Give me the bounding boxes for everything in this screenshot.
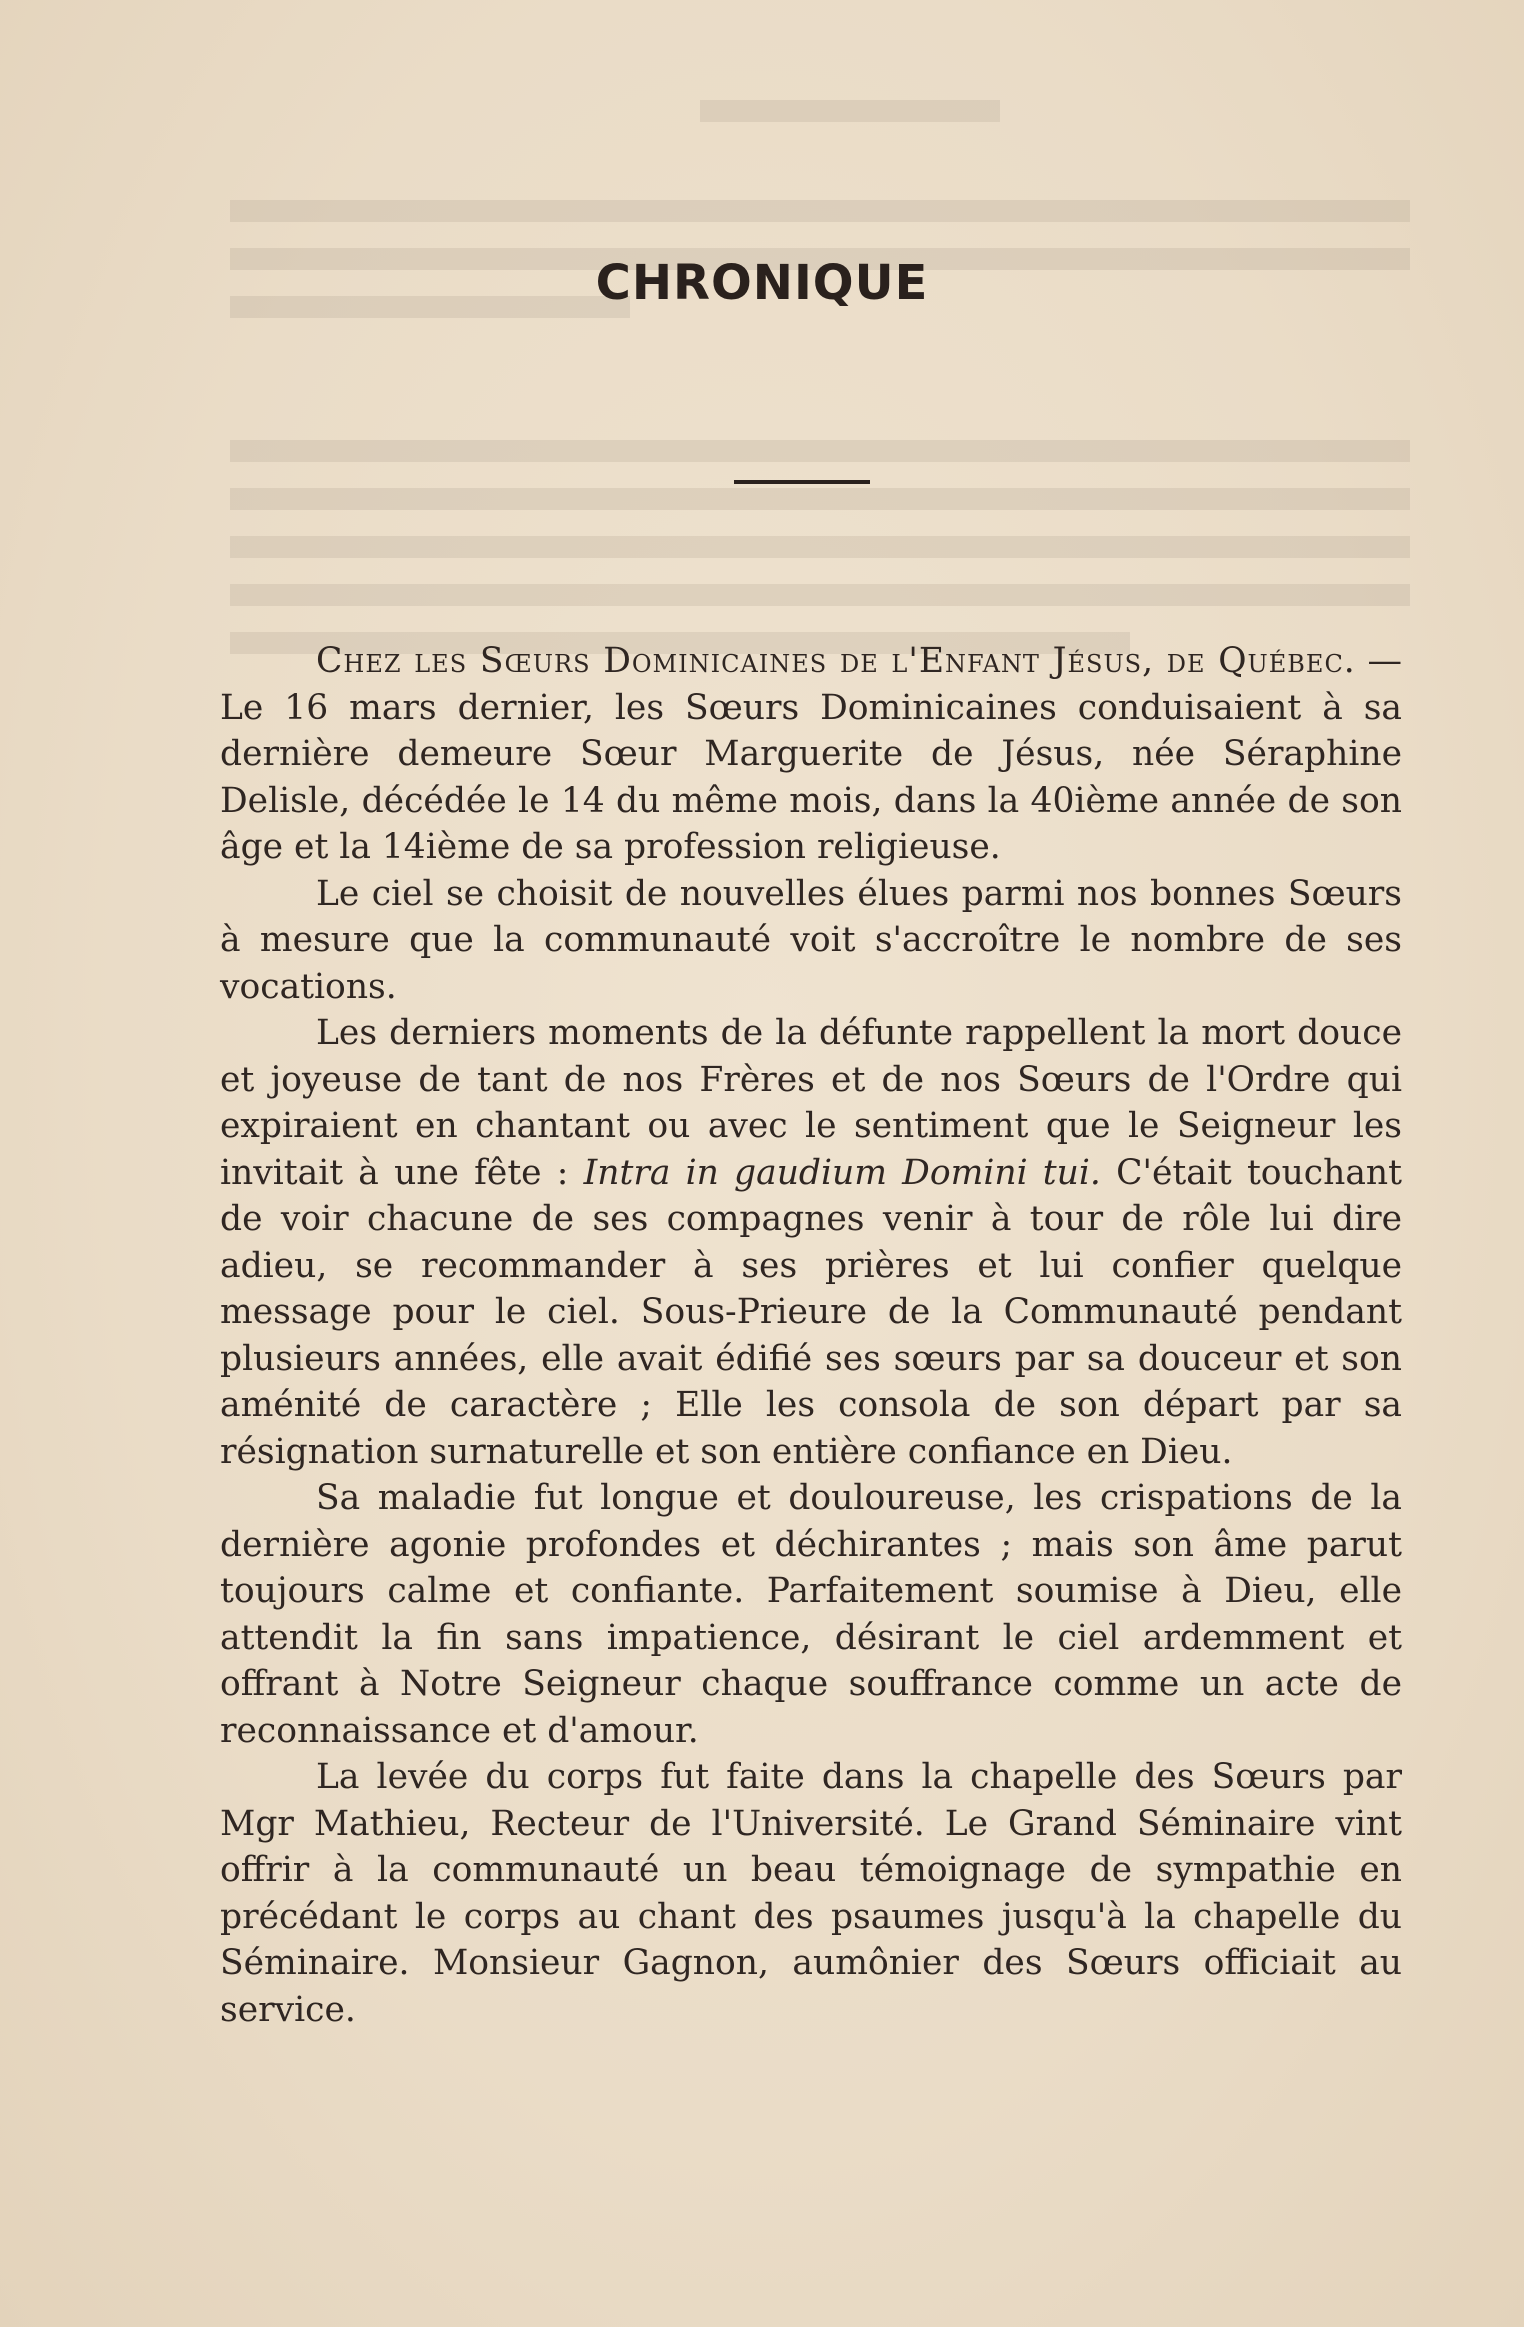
article-body xyxy=(220,638,1402,2033)
paragraph-3-text-before: Les derniers moments de la défunte rappellent la mort douce et joyeuse de tant de nos Frères et de nos Sœurs de l'Ordre qui expiraient en chantant ou avec le sentiment que le Seigneur les invitait à une fête : xyxy=(220,1013,1402,1193)
paragraph-1-text: — Le 16 mars dernier, les Sœurs Dominicaines conduisaient à sa dernière demeure Sœur Marguerite de Jésus, née Séraphine Delisle, décédée le 14 du même mois, dans la 40ième année de son âge et la 14ième de sa profession religieuse. xyxy=(220,641,1402,867)
page-title: CHRONIQUE xyxy=(595,255,929,311)
latin-quote: Intra in gaudium Domini tui. xyxy=(583,1152,1101,1193)
paragraph-1 xyxy=(220,638,1402,871)
title-divider xyxy=(734,480,870,484)
paragraph-3 xyxy=(220,1010,1402,1475)
paragraph-5: La levée du corps fut faite dans la chapelle des Sœurs par Mgr Mathieu, Recteur de l'Université. Le Grand Séminaire vint offrir à la communauté un beau témoignage de sympathie en précédant le corps au chant des psaumes jusqu'à la chapelle du Séminaire. Monsieur Gagnon, aumônier des Sœurs officiait au service. xyxy=(220,1757,1402,2030)
paragraph-4: Sa maladie fut longue et douloureuse, les crispations de la dernière agonie profondes et déchirantes ; mais son âme parut toujours calme et confiante. Parfaitement soumise à Dieu, elle attendit la fin sans impatience, désirant le ciel ardemment et offrant à Notre Seigneur chaque souffrance comme un acte de reconnaissance et d'amour. xyxy=(220,1478,1402,1751)
paragraph-3-text-after: C'était touchant de voir chacune de ses compagnes venir à tour de rôle lui dire adieu, se recommander à ses prières et lui confier quelque message pour le ciel. Sous-Prieure de la Communauté pendant plusieurs années, elle avait édifié ses sœurs par sa douceur et son aménité de caractère ; Elle les consola de son départ par sa résignation surnaturelle et son entière confiance en Dieu. xyxy=(220,1152,1402,1472)
article-heading: Chez les Sœurs Dominicaines de l'Enfant Jésus, de Québec. xyxy=(316,641,1356,681)
paragraph-2: Le ciel se choisit de nouvelles élues parmi nos bonnes Sœurs à mesure que la communauté voit s'accroître le nombre de ses vocations. xyxy=(220,873,1402,1007)
